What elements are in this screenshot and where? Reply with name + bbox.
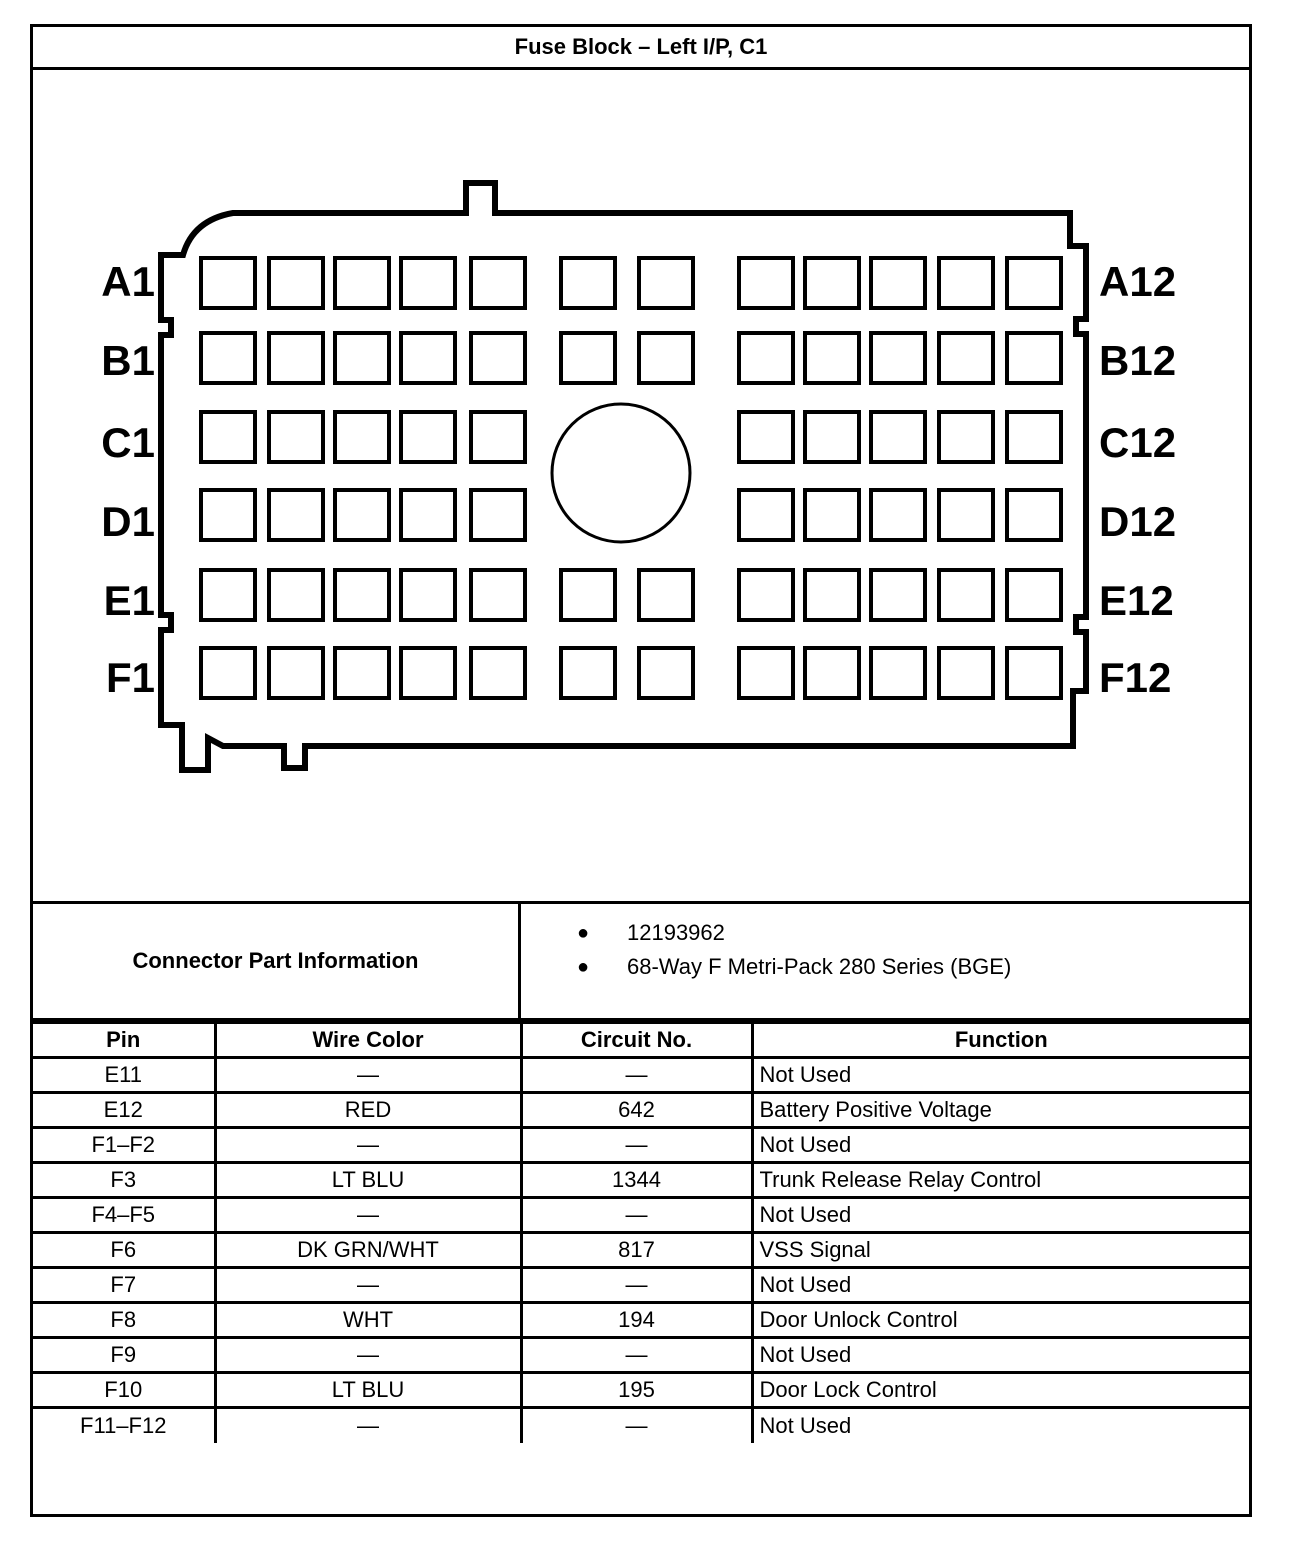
bullet-icon: ● bbox=[577, 955, 590, 978]
pin-cavity bbox=[335, 412, 389, 462]
pin-cavity bbox=[561, 333, 615, 383]
pin-cavity bbox=[739, 490, 793, 540]
pin-cavity bbox=[739, 570, 793, 620]
table-row bbox=[33, 1093, 1249, 1128]
row-label-left: E1 bbox=[103, 577, 155, 624]
table-row bbox=[33, 1303, 1249, 1338]
pin-cavity bbox=[805, 412, 859, 462]
part-info-item bbox=[577, 916, 1249, 950]
pin-cavity bbox=[561, 648, 615, 698]
table-row bbox=[33, 1268, 1249, 1303]
pin-cavity bbox=[739, 412, 793, 462]
pin-cell: F7 bbox=[33, 1268, 215, 1303]
row-labels-right bbox=[1099, 258, 1176, 701]
wire-color-cell: DK GRN/WHT bbox=[215, 1233, 521, 1268]
pin-cavity bbox=[335, 570, 389, 620]
circuit-cell: 194 bbox=[521, 1303, 752, 1338]
connector-face-drawing bbox=[33, 70, 1249, 901]
row-label-left: A1 bbox=[101, 258, 155, 305]
wire-color-cell: — bbox=[215, 1198, 521, 1233]
pin-table bbox=[33, 1021, 1249, 1443]
function-cell: Battery Positive Voltage bbox=[752, 1093, 1249, 1128]
pin-cavity bbox=[639, 570, 693, 620]
circuit-cell: — bbox=[521, 1058, 752, 1093]
row-label-right: B12 bbox=[1099, 337, 1177, 384]
pin-cavity bbox=[739, 258, 793, 308]
pin-cavity bbox=[1007, 258, 1061, 308]
pin-cavity bbox=[471, 570, 525, 620]
pin-cavity bbox=[939, 258, 993, 308]
connector-description: 68-Way F Metri-Pack 280 Series (BGE) bbox=[627, 954, 1012, 979]
connector-housing-outline bbox=[161, 183, 1086, 770]
center-bolt-hole bbox=[552, 404, 690, 542]
connector-sheet bbox=[30, 24, 1252, 1517]
pin-cell: F6 bbox=[33, 1233, 215, 1268]
circuit-cell: 642 bbox=[521, 1093, 752, 1128]
pin-cavity bbox=[201, 258, 255, 308]
wire-color-cell: — bbox=[215, 1338, 521, 1373]
table-row bbox=[33, 1128, 1249, 1163]
pin-cavity bbox=[335, 490, 389, 540]
function-cell: Not Used bbox=[752, 1408, 1249, 1443]
pin-cavity bbox=[871, 258, 925, 308]
wire-color-cell: LT BLU bbox=[215, 1163, 521, 1198]
pin-cavity bbox=[871, 412, 925, 462]
pin-cavity bbox=[871, 490, 925, 540]
pin-cavity bbox=[805, 258, 859, 308]
pin-cavity bbox=[201, 570, 255, 620]
pin-cell: F10 bbox=[33, 1373, 215, 1408]
circuit-cell: — bbox=[521, 1338, 752, 1373]
pin-cavity bbox=[939, 333, 993, 383]
pin-cell: F4–F5 bbox=[33, 1198, 215, 1233]
row-label-left: C1 bbox=[101, 419, 155, 466]
function-cell: Not Used bbox=[752, 1058, 1249, 1093]
pin-cavity bbox=[269, 258, 323, 308]
part-info-item bbox=[577, 950, 1249, 984]
pin-cavity bbox=[739, 333, 793, 383]
circuit-cell: 195 bbox=[521, 1373, 752, 1408]
pin-cell: F1–F2 bbox=[33, 1128, 215, 1163]
row-labels-left bbox=[101, 258, 155, 701]
pin-cell: F3 bbox=[33, 1163, 215, 1198]
function-cell: VSS Signal bbox=[752, 1233, 1249, 1268]
pin-cavity bbox=[335, 333, 389, 383]
pin-cavity bbox=[1007, 333, 1061, 383]
pin-cavity bbox=[871, 648, 925, 698]
function-cell: Door Unlock Control bbox=[752, 1303, 1249, 1338]
pin-cavity bbox=[471, 258, 525, 308]
column-header-function: Function bbox=[752, 1023, 1249, 1058]
pin-cavity bbox=[269, 333, 323, 383]
pin-cavity bbox=[871, 570, 925, 620]
pin-cavity bbox=[201, 490, 255, 540]
row-label-left: B1 bbox=[101, 337, 155, 384]
pin-cavity bbox=[471, 333, 525, 383]
column-header-pin: Pin bbox=[33, 1023, 215, 1058]
pin-cavity bbox=[1007, 412, 1061, 462]
function-cell: Trunk Release Relay Control bbox=[752, 1163, 1249, 1198]
pin-cavity bbox=[805, 648, 859, 698]
part-info-label: Connector Part Information bbox=[33, 904, 521, 1018]
pin-cavity bbox=[269, 412, 323, 462]
pin-cavity bbox=[335, 648, 389, 698]
pin-cell: E11 bbox=[33, 1058, 215, 1093]
pin-cell: E12 bbox=[33, 1093, 215, 1128]
part-info-list bbox=[521, 904, 1249, 1018]
pin-cavity bbox=[335, 258, 389, 308]
wire-color-cell: LT BLU bbox=[215, 1373, 521, 1408]
pin-cavity bbox=[639, 648, 693, 698]
pin-cavity bbox=[561, 570, 615, 620]
pin-cavity bbox=[201, 333, 255, 383]
pin-cavity bbox=[471, 412, 525, 462]
pin-cavity bbox=[269, 490, 323, 540]
connector-part-info bbox=[33, 901, 1249, 1021]
circuit-cell: — bbox=[521, 1268, 752, 1303]
pin-cavity bbox=[401, 333, 455, 383]
pin-cavity bbox=[471, 490, 525, 540]
pin-cell: F9 bbox=[33, 1338, 215, 1373]
pin-cavity bbox=[401, 570, 455, 620]
wire-color-cell: — bbox=[215, 1408, 521, 1443]
row-label-left: D1 bbox=[101, 498, 155, 545]
wire-color-cell: — bbox=[215, 1268, 521, 1303]
wire-color-cell: — bbox=[215, 1058, 521, 1093]
pin-cavity bbox=[805, 570, 859, 620]
row-label-right: F12 bbox=[1099, 654, 1172, 701]
pin-cell: F11–F12 bbox=[33, 1408, 215, 1443]
circuit-cell: 817 bbox=[521, 1233, 752, 1268]
pin-cavity bbox=[401, 258, 455, 308]
row-label-right: C12 bbox=[1099, 419, 1177, 466]
pin-cavity bbox=[639, 333, 693, 383]
function-cell: Not Used bbox=[752, 1198, 1249, 1233]
pin-cavity bbox=[1007, 490, 1061, 540]
table-row bbox=[33, 1058, 1249, 1093]
pin-cavity bbox=[939, 412, 993, 462]
connector-diagram bbox=[33, 70, 1249, 901]
function-cell: Door Lock Control bbox=[752, 1373, 1249, 1408]
pin-cavity bbox=[871, 333, 925, 383]
table-row bbox=[33, 1338, 1249, 1373]
part-number: 12193962 bbox=[627, 920, 725, 945]
table-row bbox=[33, 1373, 1249, 1408]
pin-cavity bbox=[269, 648, 323, 698]
column-header-wire-color: Wire Color bbox=[215, 1023, 521, 1058]
pin-cavity bbox=[939, 490, 993, 540]
pin-cavity bbox=[201, 412, 255, 462]
pin-cavity bbox=[401, 490, 455, 540]
circuit-cell: — bbox=[521, 1128, 752, 1163]
pin-cavity bbox=[269, 570, 323, 620]
pin-cavity bbox=[471, 648, 525, 698]
row-label-right: E12 bbox=[1099, 577, 1174, 624]
pin-cavity bbox=[805, 333, 859, 383]
function-cell: Not Used bbox=[752, 1268, 1249, 1303]
pin-cavity bbox=[639, 258, 693, 308]
table-header-row bbox=[33, 1023, 1249, 1058]
row-label-left: F1 bbox=[105, 654, 155, 701]
wire-color-cell: WHT bbox=[215, 1303, 521, 1338]
pin-cavity bbox=[201, 648, 255, 698]
page-title: Fuse Block – Left I/P, C1 bbox=[33, 27, 1249, 70]
function-cell: Not Used bbox=[752, 1128, 1249, 1163]
wire-color-cell: — bbox=[215, 1128, 521, 1163]
pin-cavity bbox=[401, 648, 455, 698]
bullet-icon: ● bbox=[577, 921, 590, 944]
pin-cavities bbox=[201, 258, 1061, 698]
table-row bbox=[33, 1198, 1249, 1233]
table-row bbox=[33, 1233, 1249, 1268]
pin-cavity bbox=[1007, 570, 1061, 620]
pin-cavity bbox=[939, 570, 993, 620]
function-cell: Not Used bbox=[752, 1338, 1249, 1373]
pin-cavity bbox=[1007, 648, 1061, 698]
pin-cavity bbox=[401, 412, 455, 462]
circuit-cell: — bbox=[521, 1198, 752, 1233]
wire-color-cell: RED bbox=[215, 1093, 521, 1128]
table-row bbox=[33, 1163, 1249, 1198]
row-label-right: A12 bbox=[1099, 258, 1177, 305]
pin-cell: F8 bbox=[33, 1303, 215, 1338]
pin-cavity bbox=[739, 648, 793, 698]
pin-cavity bbox=[805, 490, 859, 540]
circuit-cell: 1344 bbox=[521, 1163, 752, 1198]
pin-cavity bbox=[939, 648, 993, 698]
pin-cavity bbox=[561, 258, 615, 308]
column-header-circuit-no: Circuit No. bbox=[521, 1023, 752, 1058]
circuit-cell: — bbox=[521, 1408, 752, 1443]
table-row bbox=[33, 1408, 1249, 1443]
row-label-right: D12 bbox=[1099, 498, 1177, 545]
